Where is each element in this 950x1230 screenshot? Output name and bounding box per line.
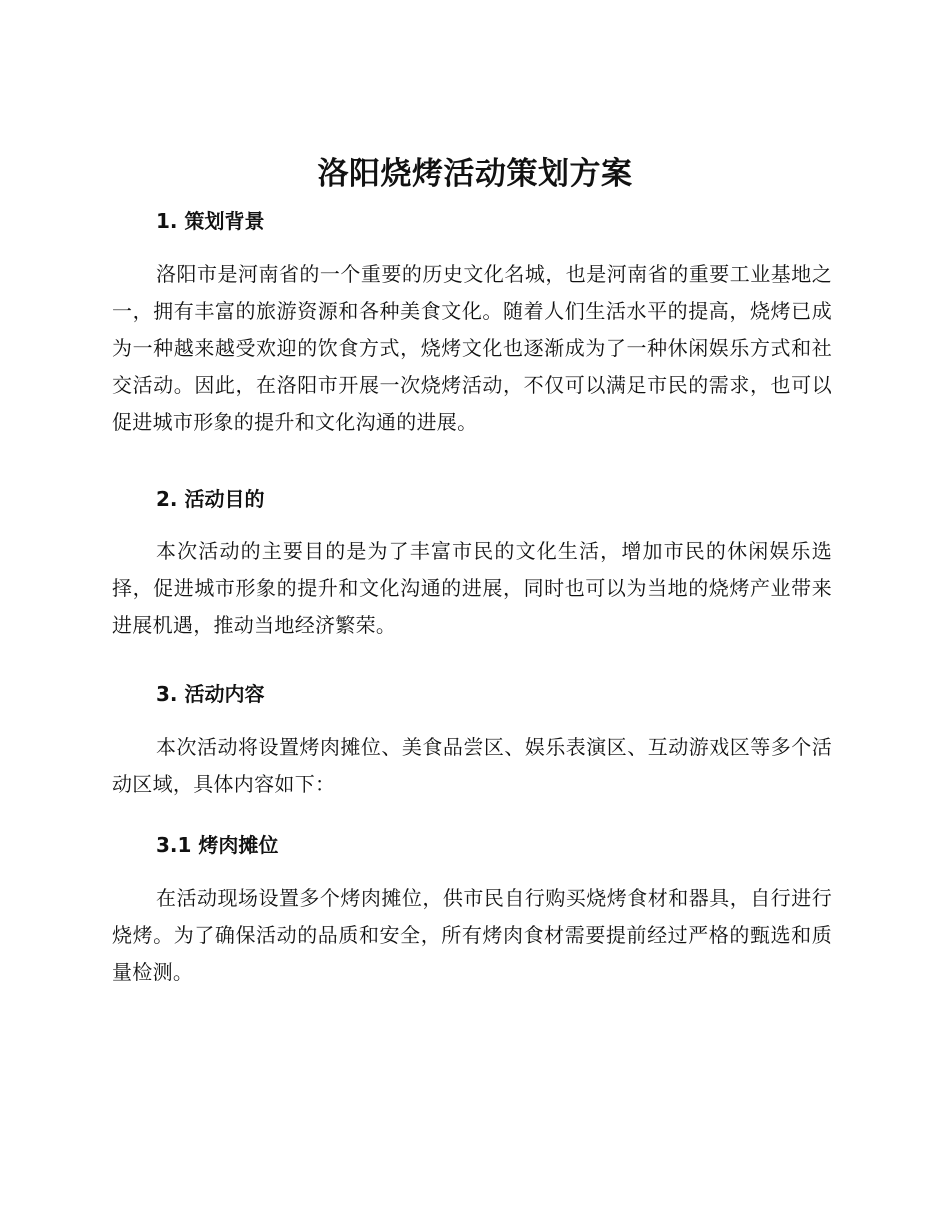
document-title: 洛阳烧烤活动策划方案 — [317, 156, 633, 192]
section-heading-content: 3. 活动内容 — [156, 682, 265, 706]
section-paragraph-content: 本次活动将设置烤肉摊位、美食品尝区、娱乐表演区、互动游戏区等多个活动区域，具体内容如下： — [112, 735, 832, 796]
section-paragraph-background: 洛阳市是河南省的一个重要的历史文化名城，也是河南省的重要工业基地之一，拥有丰富的旅游资源和各种美食文化。随着人们生活水平的提高，烧烤已成为一种越来越受欢迎的饮食方式，烧烤文化也逐渐成为了一种休闲娱乐方式和社交活动。因此，在洛阳市开展一次烧烤活动，不仅可以满足市民的需求，也可以促进城市形象的提升和文化沟通的进展。 — [112, 262, 832, 434]
section-paragraph-purpose: 本次活动的主要目的是为了丰富市民的文化生活，增加市民的休闲娱乐选择，促进城市形象的提升和文化沟通的进展，同时也可以为当地的烧烤产业带来进展机遇，推动当地经济繁荣。 — [112, 539, 832, 637]
section-heading-purpose: 2. 活动目的 — [156, 487, 265, 511]
section-heading-background: 1. 策划背景 — [156, 209, 265, 233]
section-heading-bbq-stalls: 3.1 烤肉摊位 — [156, 833, 279, 857]
section-paragraph-bbq-stalls: 在活动现场设置多个烤肉摊位，供市民自行购买烧烤食材和器具，自行进行烧烤。为了确保活动的品质和安全，所有烤肉食材需要提前经过严格的甄选和质量检测。 — [112, 886, 832, 984]
